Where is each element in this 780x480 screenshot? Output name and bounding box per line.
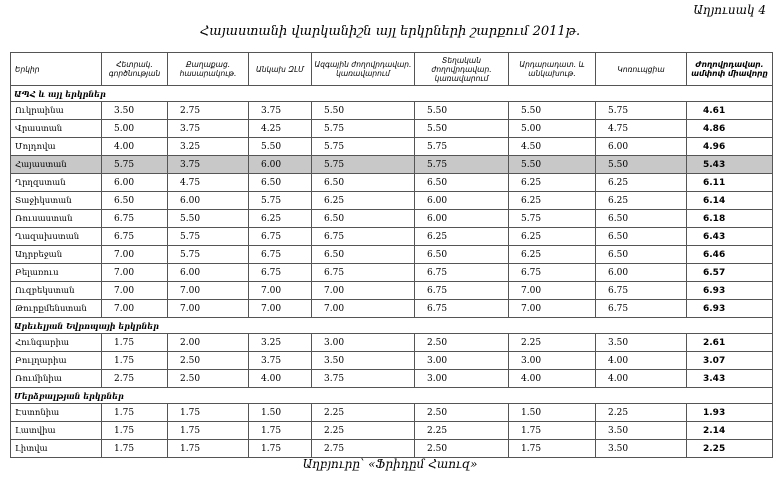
value-cell: 4.75 — [596, 120, 687, 138]
country-cell: Ղազախստան — [11, 228, 102, 246]
value-cell: 2.50 — [168, 370, 249, 388]
value-cell: 4.00 — [596, 370, 687, 388]
value-cell: 1.75 — [249, 440, 312, 458]
value-cell: 5.75 — [312, 120, 415, 138]
value-cell: 6.50 — [415, 174, 509, 192]
table-row — [11, 352, 773, 370]
value-cell: 6.75 — [312, 228, 415, 246]
header-row — [11, 53, 773, 86]
value-cell: 3.25 — [249, 334, 312, 352]
value-cell: 1.75 — [168, 404, 249, 422]
value-cell: 1.50 — [249, 404, 312, 422]
value-cell: 6.75 — [415, 282, 509, 300]
header-cell: Ժողովրդավար. ամփոփ միավորը — [687, 53, 773, 86]
score-cell: 1.93 — [687, 404, 773, 422]
table-row — [11, 120, 773, 138]
value-cell: 2.25 — [596, 404, 687, 422]
value-cell: 6.00 — [596, 264, 687, 282]
value-cell: 3.50 — [312, 352, 415, 370]
score-cell: 3.43 — [687, 370, 773, 388]
value-cell: 2.50 — [415, 440, 509, 458]
value-cell: 5.50 — [509, 102, 596, 120]
value-cell: 1.75 — [102, 404, 168, 422]
country-cell: Հունգարիա — [11, 334, 102, 352]
value-cell: 6.25 — [596, 174, 687, 192]
value-cell: 3.50 — [596, 440, 687, 458]
value-cell: 5.00 — [509, 120, 596, 138]
value-cell: 6.50 — [102, 192, 168, 210]
value-cell: 7.00 — [312, 282, 415, 300]
value-cell: 6.50 — [312, 174, 415, 192]
value-cell: 6.00 — [415, 210, 509, 228]
table-row — [11, 404, 773, 422]
score-cell: 5.43 — [687, 156, 773, 174]
value-cell: 6.75 — [249, 264, 312, 282]
value-cell: 3.75 — [168, 156, 249, 174]
value-cell: 7.00 — [249, 300, 312, 318]
value-cell: 6.50 — [596, 210, 687, 228]
value-cell: 4.00 — [102, 138, 168, 156]
table-title: Հայաստանի վարկանիշն այլ երկրների շարքում 2011թ. — [199, 24, 581, 39]
value-cell: 5.75 — [415, 156, 509, 174]
country-cell: Ղրղզստան — [11, 174, 102, 192]
score-cell: 2.61 — [687, 334, 773, 352]
value-cell: 6.50 — [596, 228, 687, 246]
value-cell: 5.50 — [249, 138, 312, 156]
score-cell: 6.11 — [687, 174, 773, 192]
value-cell: 6.25 — [509, 246, 596, 264]
table-row — [11, 102, 773, 120]
value-cell: 1.75 — [168, 440, 249, 458]
group-row — [11, 86, 773, 102]
value-cell: 5.75 — [102, 156, 168, 174]
value-cell: 2.50 — [168, 352, 249, 370]
table-row — [11, 422, 773, 440]
country-cell: Ռուսաստան — [11, 210, 102, 228]
value-cell: 3.00 — [415, 370, 509, 388]
value-cell: 6.75 — [249, 228, 312, 246]
value-cell: 1.75 — [168, 422, 249, 440]
country-cell: Էստոնիա — [11, 404, 102, 422]
value-cell: 4.00 — [249, 370, 312, 388]
value-cell: 4.00 — [509, 370, 596, 388]
value-cell: 2.50 — [415, 334, 509, 352]
value-cell: 3.75 — [249, 102, 312, 120]
country-cell: Բուլղարիա — [11, 352, 102, 370]
score-cell: 6.93 — [687, 300, 773, 318]
value-cell: 6.00 — [168, 264, 249, 282]
value-cell: 5.50 — [312, 102, 415, 120]
value-cell: 5.75 — [249, 192, 312, 210]
value-cell: 2.50 — [415, 404, 509, 422]
value-cell: 6.25 — [415, 228, 509, 246]
value-cell: 4.25 — [249, 120, 312, 138]
value-cell: 7.00 — [249, 282, 312, 300]
group-label: Արեւելյան Եվրոպայի երկրներ — [11, 318, 773, 334]
header-cell: Անկախ ԶԼՄ — [249, 53, 312, 86]
value-cell: 2.25 — [312, 422, 415, 440]
value-cell: 7.00 — [509, 300, 596, 318]
value-cell: 2.25 — [415, 422, 509, 440]
value-cell: 6.75 — [249, 246, 312, 264]
value-cell: 4.00 — [596, 352, 687, 370]
value-cell: 6.00 — [596, 138, 687, 156]
country-cell: Մոլդովա — [11, 138, 102, 156]
value-cell: 3.00 — [509, 352, 596, 370]
value-cell: 6.75 — [415, 300, 509, 318]
value-cell: 6.25 — [509, 192, 596, 210]
value-cell: 6.00 — [249, 156, 312, 174]
value-cell: 2.75 — [168, 102, 249, 120]
table-row — [11, 192, 773, 210]
table-row — [11, 228, 773, 246]
value-cell: 1.75 — [102, 440, 168, 458]
value-cell: 2.75 — [102, 370, 168, 388]
value-cell: 7.00 — [102, 282, 168, 300]
value-cell: 1.75 — [102, 422, 168, 440]
country-cell: Լիտվա — [11, 440, 102, 458]
value-cell: 6.00 — [415, 192, 509, 210]
value-cell: 1.75 — [509, 440, 596, 458]
score-cell: 2.25 — [687, 440, 773, 458]
group-label: ԱՊՀ և այլ երկրներ — [11, 86, 773, 102]
table-row — [11, 210, 773, 228]
table-row — [11, 246, 773, 264]
group-label: Մերձբալթյան երկրներ — [11, 388, 773, 404]
country-cell: Բելառուս — [11, 264, 102, 282]
table-row — [11, 264, 773, 282]
score-cell: 2.14 — [687, 422, 773, 440]
value-cell: 3.75 — [168, 120, 249, 138]
country-cell: Լատվիա — [11, 422, 102, 440]
value-cell: 6.50 — [249, 174, 312, 192]
value-cell: 1.75 — [102, 334, 168, 352]
value-cell: 5.75 — [312, 138, 415, 156]
group-row — [11, 318, 773, 334]
value-cell: 3.50 — [596, 422, 687, 440]
header-cell: Երկիր — [11, 53, 102, 86]
country-cell: Ուկրաինա — [11, 102, 102, 120]
value-cell: 5.75 — [312, 156, 415, 174]
value-cell: 7.00 — [509, 282, 596, 300]
value-cell: 7.00 — [102, 264, 168, 282]
table-row — [11, 156, 773, 174]
value-cell: 6.00 — [102, 174, 168, 192]
value-cell: 6.25 — [509, 228, 596, 246]
value-cell: 6.75 — [312, 264, 415, 282]
rating-table — [10, 52, 773, 458]
value-cell: 3.50 — [596, 334, 687, 352]
value-cell: 6.25 — [312, 192, 415, 210]
value-cell: 2.75 — [312, 440, 415, 458]
value-cell: 6.75 — [415, 264, 509, 282]
table-row — [11, 138, 773, 156]
table-row — [11, 370, 773, 388]
value-cell: 5.00 — [102, 120, 168, 138]
value-cell: 6.50 — [312, 210, 415, 228]
value-cell: 3.75 — [312, 370, 415, 388]
country-cell: Ադրբեջան — [11, 246, 102, 264]
value-cell: 7.00 — [168, 300, 249, 318]
value-cell: 5.50 — [168, 210, 249, 228]
value-cell: 2.25 — [312, 404, 415, 422]
country-cell: Թուրքմենստան — [11, 300, 102, 318]
value-cell: 3.00 — [312, 334, 415, 352]
score-cell: 4.96 — [687, 138, 773, 156]
table-row — [11, 334, 773, 352]
country-cell: Տաջիկստան — [11, 192, 102, 210]
table-row — [11, 440, 773, 458]
value-cell: 6.75 — [102, 228, 168, 246]
header-cell: Կոռուպցիա — [596, 53, 687, 86]
value-cell: 6.75 — [102, 210, 168, 228]
score-cell: 6.43 — [687, 228, 773, 246]
header-cell: Քաղաքաց. հասարակութ. — [168, 53, 249, 86]
value-cell: 5.75 — [168, 246, 249, 264]
value-cell: 5.75 — [509, 210, 596, 228]
value-cell: 5.75 — [168, 228, 249, 246]
value-cell: 5.75 — [596, 102, 687, 120]
score-cell: 6.57 — [687, 264, 773, 282]
value-cell: 6.50 — [596, 246, 687, 264]
country-cell: Վրաստան — [11, 120, 102, 138]
value-cell: 3.50 — [102, 102, 168, 120]
value-cell: 7.00 — [312, 300, 415, 318]
score-cell: 6.93 — [687, 282, 773, 300]
value-cell: 7.00 — [102, 246, 168, 264]
value-cell: 3.75 — [249, 352, 312, 370]
value-cell: 6.75 — [509, 264, 596, 282]
table-row — [11, 282, 773, 300]
score-cell: 3.07 — [687, 352, 773, 370]
source-note: Աղբյուրը՝ «Ֆրիդըմ Հաուզ» — [302, 457, 478, 471]
value-cell: 5.75 — [415, 138, 509, 156]
score-cell: 4.86 — [687, 120, 773, 138]
value-cell: 6.25 — [509, 174, 596, 192]
value-cell: 6.00 — [168, 192, 249, 210]
value-cell: 1.75 — [102, 352, 168, 370]
value-cell: 6.25 — [596, 192, 687, 210]
header-cell: Հետրակ. գործնության — [102, 53, 168, 86]
header-cell: Տեղական ժողովրդավար. կառավարում — [415, 53, 509, 86]
value-cell: 1.75 — [249, 422, 312, 440]
value-cell: 2.00 — [168, 334, 249, 352]
value-cell: 7.00 — [168, 282, 249, 300]
country-cell: Ուզբեկստան — [11, 282, 102, 300]
value-cell: 1.75 — [509, 422, 596, 440]
value-cell: 3.25 — [168, 138, 249, 156]
score-cell: 4.61 — [687, 102, 773, 120]
value-cell: 6.75 — [596, 282, 687, 300]
header-cell: Ազգային ժողովրդավար. կառավարում — [312, 53, 415, 86]
group-row — [11, 388, 773, 404]
value-cell: 5.50 — [415, 120, 509, 138]
table-row — [11, 174, 773, 192]
value-cell: 6.50 — [312, 246, 415, 264]
value-cell: 5.50 — [415, 102, 509, 120]
value-cell: 4.75 — [168, 174, 249, 192]
value-cell: 6.50 — [415, 246, 509, 264]
score-cell: 6.18 — [687, 210, 773, 228]
value-cell: 7.00 — [102, 300, 168, 318]
table-label: Աղյուսակ 4 — [693, 3, 766, 17]
table-row — [11, 300, 773, 318]
value-cell: 1.50 — [509, 404, 596, 422]
value-cell: 6.75 — [596, 300, 687, 318]
value-cell: 5.50 — [596, 156, 687, 174]
score-cell: 6.14 — [687, 192, 773, 210]
country-cell: Ռումինիա — [11, 370, 102, 388]
country-cell: Հայաստան — [11, 156, 102, 174]
value-cell: 2.25 — [509, 334, 596, 352]
header-cell: Արդարադատ. և անկախութ. — [509, 53, 596, 86]
value-cell: 4.50 — [509, 138, 596, 156]
value-cell: 3.00 — [415, 352, 509, 370]
value-cell: 5.50 — [509, 156, 596, 174]
score-cell: 6.46 — [687, 246, 773, 264]
value-cell: 6.25 — [249, 210, 312, 228]
